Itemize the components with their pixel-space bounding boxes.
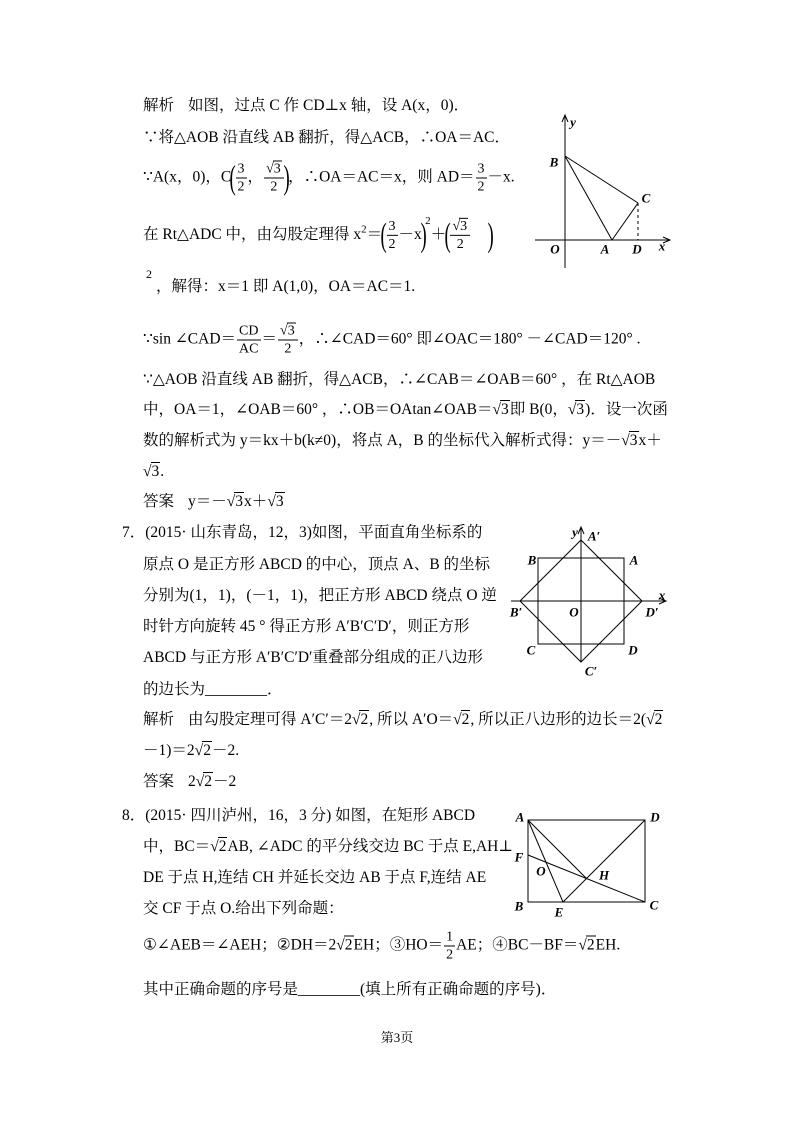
sqrt-sign: √ xyxy=(336,936,345,954)
label-e: E xyxy=(554,904,564,920)
numerator xyxy=(278,323,298,341)
sqrt xyxy=(578,937,595,954)
radicand: 3 xyxy=(287,323,295,339)
radicand: 2 xyxy=(203,742,211,759)
exponent: 2 xyxy=(361,223,367,236)
denominator: 2 xyxy=(237,179,245,195)
p8-line-1: 8．(2015· 四川泸州，16，3 分) 如图，在矩形 ABCD xyxy=(122,807,476,824)
label-x: x xyxy=(658,587,666,603)
label-o: O xyxy=(569,604,579,620)
radicand: 3 xyxy=(501,401,509,418)
radicand: 2 xyxy=(586,936,595,954)
answer-label: 答案 xyxy=(143,773,175,790)
right-paren: ) xyxy=(420,216,427,254)
label-b: B xyxy=(549,154,559,170)
line-text: ＋ xyxy=(430,226,447,244)
line-text: EH；③HO＝ xyxy=(353,936,444,954)
line-text: 中，OA＝1，∠OAB＝60° ，∴OB＝OAtan∠OAB＝ xyxy=(143,401,493,418)
fraction xyxy=(444,929,455,964)
line-text: －2. xyxy=(211,742,240,759)
radicand: 3 xyxy=(151,463,160,480)
p7-line-3: 分别为(1，1)，(－1，1)，把正方形 ABCD 绕点 O 逆 xyxy=(143,587,497,604)
p7-analysis-1 xyxy=(143,710,663,730)
fraction xyxy=(278,323,298,358)
radicand: 2 xyxy=(654,711,663,728)
label-y: y xyxy=(570,114,576,130)
line-text: x＋ xyxy=(244,493,268,510)
denominator: 2 xyxy=(270,179,278,195)
fraction xyxy=(236,161,247,196)
sqrt-sign: √ xyxy=(453,711,462,728)
s6-line-9 xyxy=(143,431,662,451)
numerator: 3 xyxy=(477,161,485,177)
numerator xyxy=(450,218,470,236)
radicand: 3 xyxy=(460,219,468,235)
sqrt-sign: √ xyxy=(351,711,361,728)
label-b: B xyxy=(527,552,537,568)
denominator: 2 xyxy=(456,237,464,253)
line-text: . xyxy=(160,463,165,480)
numerator: 3 xyxy=(388,219,396,235)
radicand: 3 xyxy=(273,161,281,177)
line-text: ， xyxy=(247,168,264,186)
s6-line-8 xyxy=(143,400,668,420)
numerator: 1 xyxy=(446,929,454,945)
s6-line-4 xyxy=(143,211,492,253)
line-text: ，解得：x＝1 即 A(1,0)，OA＝AC＝1. xyxy=(156,278,416,295)
figure-3-rectangle xyxy=(508,803,666,920)
label-d: D xyxy=(650,809,660,825)
denominator: 2 xyxy=(446,947,454,963)
sqrt-sign: √ xyxy=(267,493,276,510)
numerator: CD xyxy=(239,323,259,339)
sqrt xyxy=(267,493,284,510)
sqrt xyxy=(621,432,638,449)
line-text: ＝ xyxy=(261,330,278,348)
p7-answer xyxy=(143,772,236,792)
sqrt-sign: √ xyxy=(452,219,461,235)
line-text: －x xyxy=(398,226,422,244)
label-d-prime: D′ xyxy=(645,604,659,620)
label-b-prime: B′ xyxy=(509,604,523,620)
label-h: H xyxy=(598,867,610,883)
radicand: 2 xyxy=(218,838,227,855)
line-text: ∵A(x，0)，C xyxy=(143,168,232,186)
label-c: C xyxy=(526,642,536,658)
left-paren: ( xyxy=(380,216,387,254)
sqrt xyxy=(266,162,282,177)
fraction xyxy=(387,218,398,253)
s6-line-2: ∵将△AOB 沿直线 AB 翻折，得△ACB，∴OA＝AC． xyxy=(143,129,511,146)
page-number: 第3页 xyxy=(380,1030,414,1045)
line-text: EH. xyxy=(595,936,621,954)
answer-label: 答案 xyxy=(143,493,175,510)
line-text: ∵sin ∠CAD＝ xyxy=(143,330,237,348)
sqrt xyxy=(352,711,369,728)
radicand: 2 xyxy=(344,936,353,954)
line-text: AB, ∠ADC 的平分线交边 BC 于点 E,AH⊥ xyxy=(227,838,513,855)
p8-line-2 xyxy=(143,837,513,857)
left-paren: ( xyxy=(229,159,236,196)
exponent: 2 xyxy=(425,214,431,227)
fraction xyxy=(264,161,284,196)
sqrt-sign: √ xyxy=(646,711,655,728)
p7-line-1: 7．(2015· 山东青岛，12，3)如图，平面直角坐标系的 xyxy=(122,524,483,541)
fraction xyxy=(476,161,487,196)
left-paren: ( xyxy=(444,216,451,254)
radicand: 3 xyxy=(275,493,284,510)
line-text: ，∴OA＝AC＝x，则 AD＝ xyxy=(288,168,475,186)
denominator: 2 xyxy=(477,179,485,195)
line-text: －1)＝2 xyxy=(143,742,195,759)
segment-fc xyxy=(528,855,645,902)
sqrt-sign: √ xyxy=(226,493,236,510)
sqrt-sign: √ xyxy=(194,742,204,759)
p7-line-5: ABCD 与正方形 A′B′C′D′重叠部分组成的正八边形 xyxy=(143,649,483,666)
numerator: 3 xyxy=(237,161,245,177)
denominator: 2 xyxy=(388,237,396,253)
radicand: 3 xyxy=(576,401,585,418)
line-text: y＝－ xyxy=(188,493,227,510)
denominator: 2 xyxy=(284,341,292,357)
s6-answer xyxy=(143,492,285,512)
sqrt xyxy=(227,493,244,510)
line-text: 如图，过点 C 作 CD⊥x 轴，设 A(x，0)． xyxy=(188,97,470,114)
label-a-prime: A′ xyxy=(587,528,601,544)
s6-line-10 xyxy=(143,462,164,482)
line-text: ①∠AEB＝∠AEH；②DH＝2 xyxy=(143,936,337,954)
sqrt-sign: √ xyxy=(578,936,587,954)
line-text: －2 xyxy=(213,773,237,790)
p7-line-6: 的边长为________． xyxy=(143,681,283,698)
sqrt-sign: √ xyxy=(195,773,205,790)
sqrt-sign: √ xyxy=(266,161,274,177)
sqrt xyxy=(210,838,227,855)
analysis-label: 解析 xyxy=(143,97,175,114)
line-text: 2 xyxy=(188,773,196,790)
right-paren: ) xyxy=(283,159,290,196)
radicand: 2 xyxy=(461,711,470,728)
s6-line-6 xyxy=(143,323,640,358)
segment-de xyxy=(563,820,645,902)
sqrt-sign: √ xyxy=(280,323,288,339)
segment-ae xyxy=(528,820,563,902)
label-o: O xyxy=(550,241,560,257)
p8-line-3: DE 于点 H,连结 CH 并延长交边 AB 于点 F,连结 AE xyxy=(143,869,487,886)
radicand: 3 xyxy=(629,432,638,449)
exponent: 2 xyxy=(146,267,152,281)
sqrt-sign: √ xyxy=(621,432,630,449)
sqrt xyxy=(493,401,510,418)
label-c: C xyxy=(641,190,651,206)
sqrt-sign: √ xyxy=(492,401,502,418)
p8-line-6: 其中正确命题的序号是________(填上所有正确命题的序号)． xyxy=(143,981,557,998)
label-y: y xyxy=(572,524,578,540)
radicand: 2 xyxy=(204,773,213,790)
line-text: , 所以正八边形的边长＝2( xyxy=(470,711,647,728)
sqrt xyxy=(143,463,160,480)
line-text: ＝ xyxy=(366,226,383,244)
line-text: 中，BC＝ xyxy=(143,838,211,855)
segment-ba xyxy=(565,156,612,240)
sqrt xyxy=(646,711,663,728)
p7-analysis-2 xyxy=(143,741,239,761)
figure-2-rotated-squares xyxy=(505,522,675,682)
line-text: －x. xyxy=(487,168,515,186)
line-text: AE；④BC－BF＝ xyxy=(456,936,579,954)
label-b: B xyxy=(514,898,524,914)
line-text: 即 B(0， xyxy=(509,401,568,418)
p8-line-4: 交 CF 于点 O.给出下列命题： xyxy=(143,900,344,917)
line-text: , 所以 A′O＝ xyxy=(369,711,454,728)
line-text: 在 Rt△ADC 中，由勾股定理得 x xyxy=(143,226,362,244)
label-c-prime: C′ xyxy=(584,663,598,679)
label-c: C xyxy=(649,897,659,913)
s6-line-1 xyxy=(143,96,469,116)
sqrt xyxy=(336,937,353,954)
p8-propositions xyxy=(143,929,620,964)
sqrt-sign: √ xyxy=(143,463,152,480)
line-text: 数的解析式为 y＝kx＋b(k≠0)，将点 A，B 的坐标代入解析式得：y＝－ xyxy=(143,432,622,449)
s6-line-7: ∵△AOB 沿直线 AB 翻折，得△ACB，∴∠CAB＝∠OAB＝60° ，在 Rt△AOB xyxy=(143,371,656,388)
p7-line-2: 原点 O 是正方形 ABCD 的中心，顶点 A、B 的坐标 xyxy=(143,556,491,573)
label-d: D xyxy=(628,642,638,658)
segment-ca xyxy=(612,203,638,240)
line-text: )．设一次函 xyxy=(585,401,668,418)
radicand: 2 xyxy=(360,711,369,728)
line-text: 由勾股定理可得 A′C′＝2 xyxy=(188,711,352,728)
sqrt xyxy=(568,401,585,418)
analysis-label: 解析 xyxy=(143,711,175,728)
sqrt xyxy=(195,742,212,759)
segment-bc xyxy=(565,156,638,203)
label-a: A xyxy=(515,809,525,825)
figure-1-coordinate-fold xyxy=(525,110,675,275)
sqrt xyxy=(453,711,470,728)
label-x: x xyxy=(658,238,666,254)
label-a: A xyxy=(629,552,639,568)
denominator: AC xyxy=(239,341,259,357)
s6-line-5 xyxy=(146,267,416,297)
line-text: x＋ xyxy=(638,432,662,449)
label-o: O xyxy=(536,863,546,879)
sqrt xyxy=(280,324,296,339)
sqrt xyxy=(196,773,213,790)
radicand: 3 xyxy=(235,493,244,510)
p7-line-4: 时针方向旋转 45 ° 得正方形 A′B′C′D′，则正方形 xyxy=(143,618,470,635)
label-d: D xyxy=(632,241,642,257)
right-paren: ) xyxy=(487,216,494,254)
label-a: A xyxy=(600,241,610,257)
sqrt xyxy=(452,219,468,234)
numerator xyxy=(264,161,284,179)
s6-line-3 xyxy=(143,161,515,196)
sqrt-sign: √ xyxy=(210,838,219,855)
sqrt-sign: √ xyxy=(567,401,577,418)
fraction xyxy=(237,323,260,358)
label-f: F xyxy=(514,849,524,865)
fraction xyxy=(450,218,470,253)
line-text: ，∴∠CAD＝60° 即∠OAC＝180° －∠CAD＝120° . xyxy=(298,330,641,348)
